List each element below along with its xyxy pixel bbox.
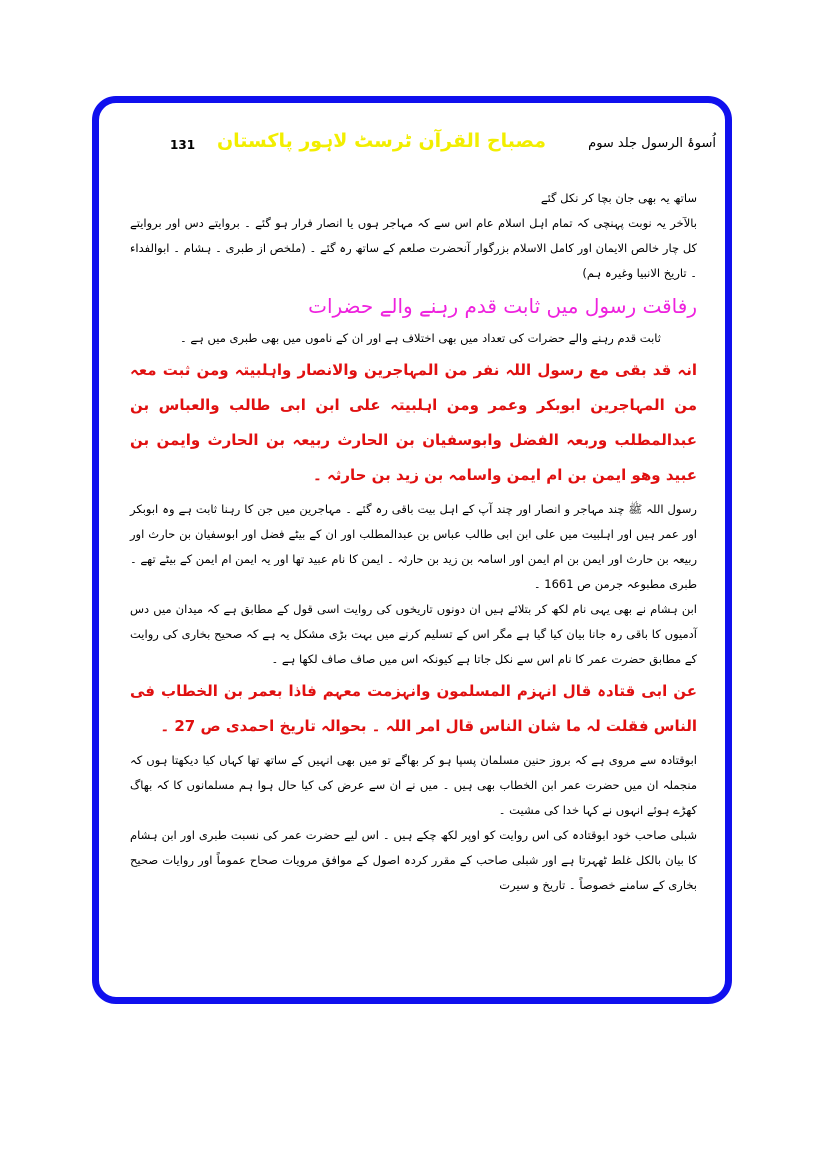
paragraph-3: ثابت قدم رہنے والے حضرات کی تعداد میں بھی اختلاف ہے اور ان کے ناموں میں بھی طبری میں ہے ۔ (179, 331, 661, 345)
page-content (130, 186, 697, 898)
paragraph-1: ساتھ یہ بھی جان بچا کر نکل گئے (540, 191, 697, 205)
book-title: اُسوۂ الرسول جلد سوم (588, 136, 716, 151)
page-header (150, 130, 716, 160)
paragraph-7: شبلی صاحب خود ابوقتادہ کی اس روایت کو اوپر لکھ چکے ہیں ۔ اس لیے حضرت عمر کی نسبت طبری اور ابن ہشام کا بیان بالکل غلط ٹھہرتا ہے اور شبلی صاحب کے مقرر کردہ اصول کے موافق مرویات صحاح عموماً اور روایات صحیح بخاری کے سامنے خصوصاً ۔ تاریخ و سیرت (130, 828, 697, 892)
publisher-title: مصباح القرآن ٹرسٹ لاہور پاکستان (216, 130, 546, 152)
section-heading: رفاقت رسول میں ثابت قدم رہنے والے حضرات (308, 294, 697, 318)
arabic-quote-1: انہ قد بقی مع رسول اللہ نفر من المہاجرین والانصار واہلبیتہ ومن ثبت معہ من المہاجرین ابوبکر وعمر ومن اہلبیتہ علی ابن ابی طالب والعباس بن عبدالمطلب وربعہ الفضل وابوسفیان بن الحارث ربیعہ بن الحارث وایمن بن عبید وھو ایمن بن ام ایمن واسامہ بن زید بن حارثہ ۔ (130, 361, 697, 484)
paragraph-4: رسول اللہ ﷺ چند مہاجر و انصار اور چند آپ کے اہل بیت باقی رہ گئے ۔ مہاجرین میں جن کا رہنا ثابت ہے وہ ابوبکر اور عمر ہیں اور اہلبیت میں علی ابن ابی طالب عباس بن عبدالمطلب اور ان کے بیٹے فضل اور ابوسفیان بن حارث اور ربیعہ بن حارث اور ایمن بن ام ایمن اور اسامہ بن زید بن حارثہ ۔ ایمن کا نام عبید تھا اور یہ ایمن ام ایمن کے بیٹے تھے ۔ طبری مطبوعہ جرمن ص 1661 ۔ (130, 502, 697, 591)
arabic-quote-2: عن ابی قتادہ قال انہزم المسلمون وانہزمت معہم فاذا بعمر بن الخطاب فی الناس فقلت لہ ما شان الناس قال امر اللہ ۔ بحوالہ تاریخ احمدی ص 27 ۔ (130, 682, 697, 735)
page-number: 131 (170, 138, 196, 152)
paragraph-6: ابوقتادہ سے مروی ہے کہ بروز حنین مسلمان پسپا ہو کر بھاگے تو میں بھی انہیں کے ساتھ تھا کہاں کیا دیکھتا ہوں کہ منجملہ ان میں حضرت عمر ابن الخطاب بھی ہیں ۔ میں نے ان سے عرض کی کیا حال ہوا ہم مسلمانوں کا کہ بھاگ کھڑے ہوئے انہوں نے کہا خدا کی مشیت ۔ (130, 753, 697, 817)
paragraph-5: ابن ہشام نے بھی یہی نام لکھ کر بتلائے ہیں ان دونوں تاریخوں کی روایت اسی قول کے مطابق ہے کہ میدان میں دس آدمیوں کا باقی رہ جانا بیان کیا گیا ہے مگر اس کے تسلیم کرنے میں بہت بڑی مشکل یہ ہے کہ صحیح بخاری کی روایت کے مطابق حضرت عمر کا نام اس سے نکل جاتا ہے کیونکہ اس میں صاف صاف لکھا ہے ۔ (130, 602, 697, 666)
paragraph-2: بالآخر یہ نوبت پہنچی کہ تمام اہل اسلام عام اس سے کہ مہاجر ہوں یا انصار فرار ہو گئے ۔ بروایتے دس اور بروایتے کل چار خالص الایمان اور کامل الاسلام بزرگوار آنحضرت صلعم کے ساتھ رہ گئے ۔ (ملخص از طبری ۔ ہشام ۔ ابوالفداء ۔ تاریخ الانبیا وغیرہ ہم) (130, 216, 697, 280)
